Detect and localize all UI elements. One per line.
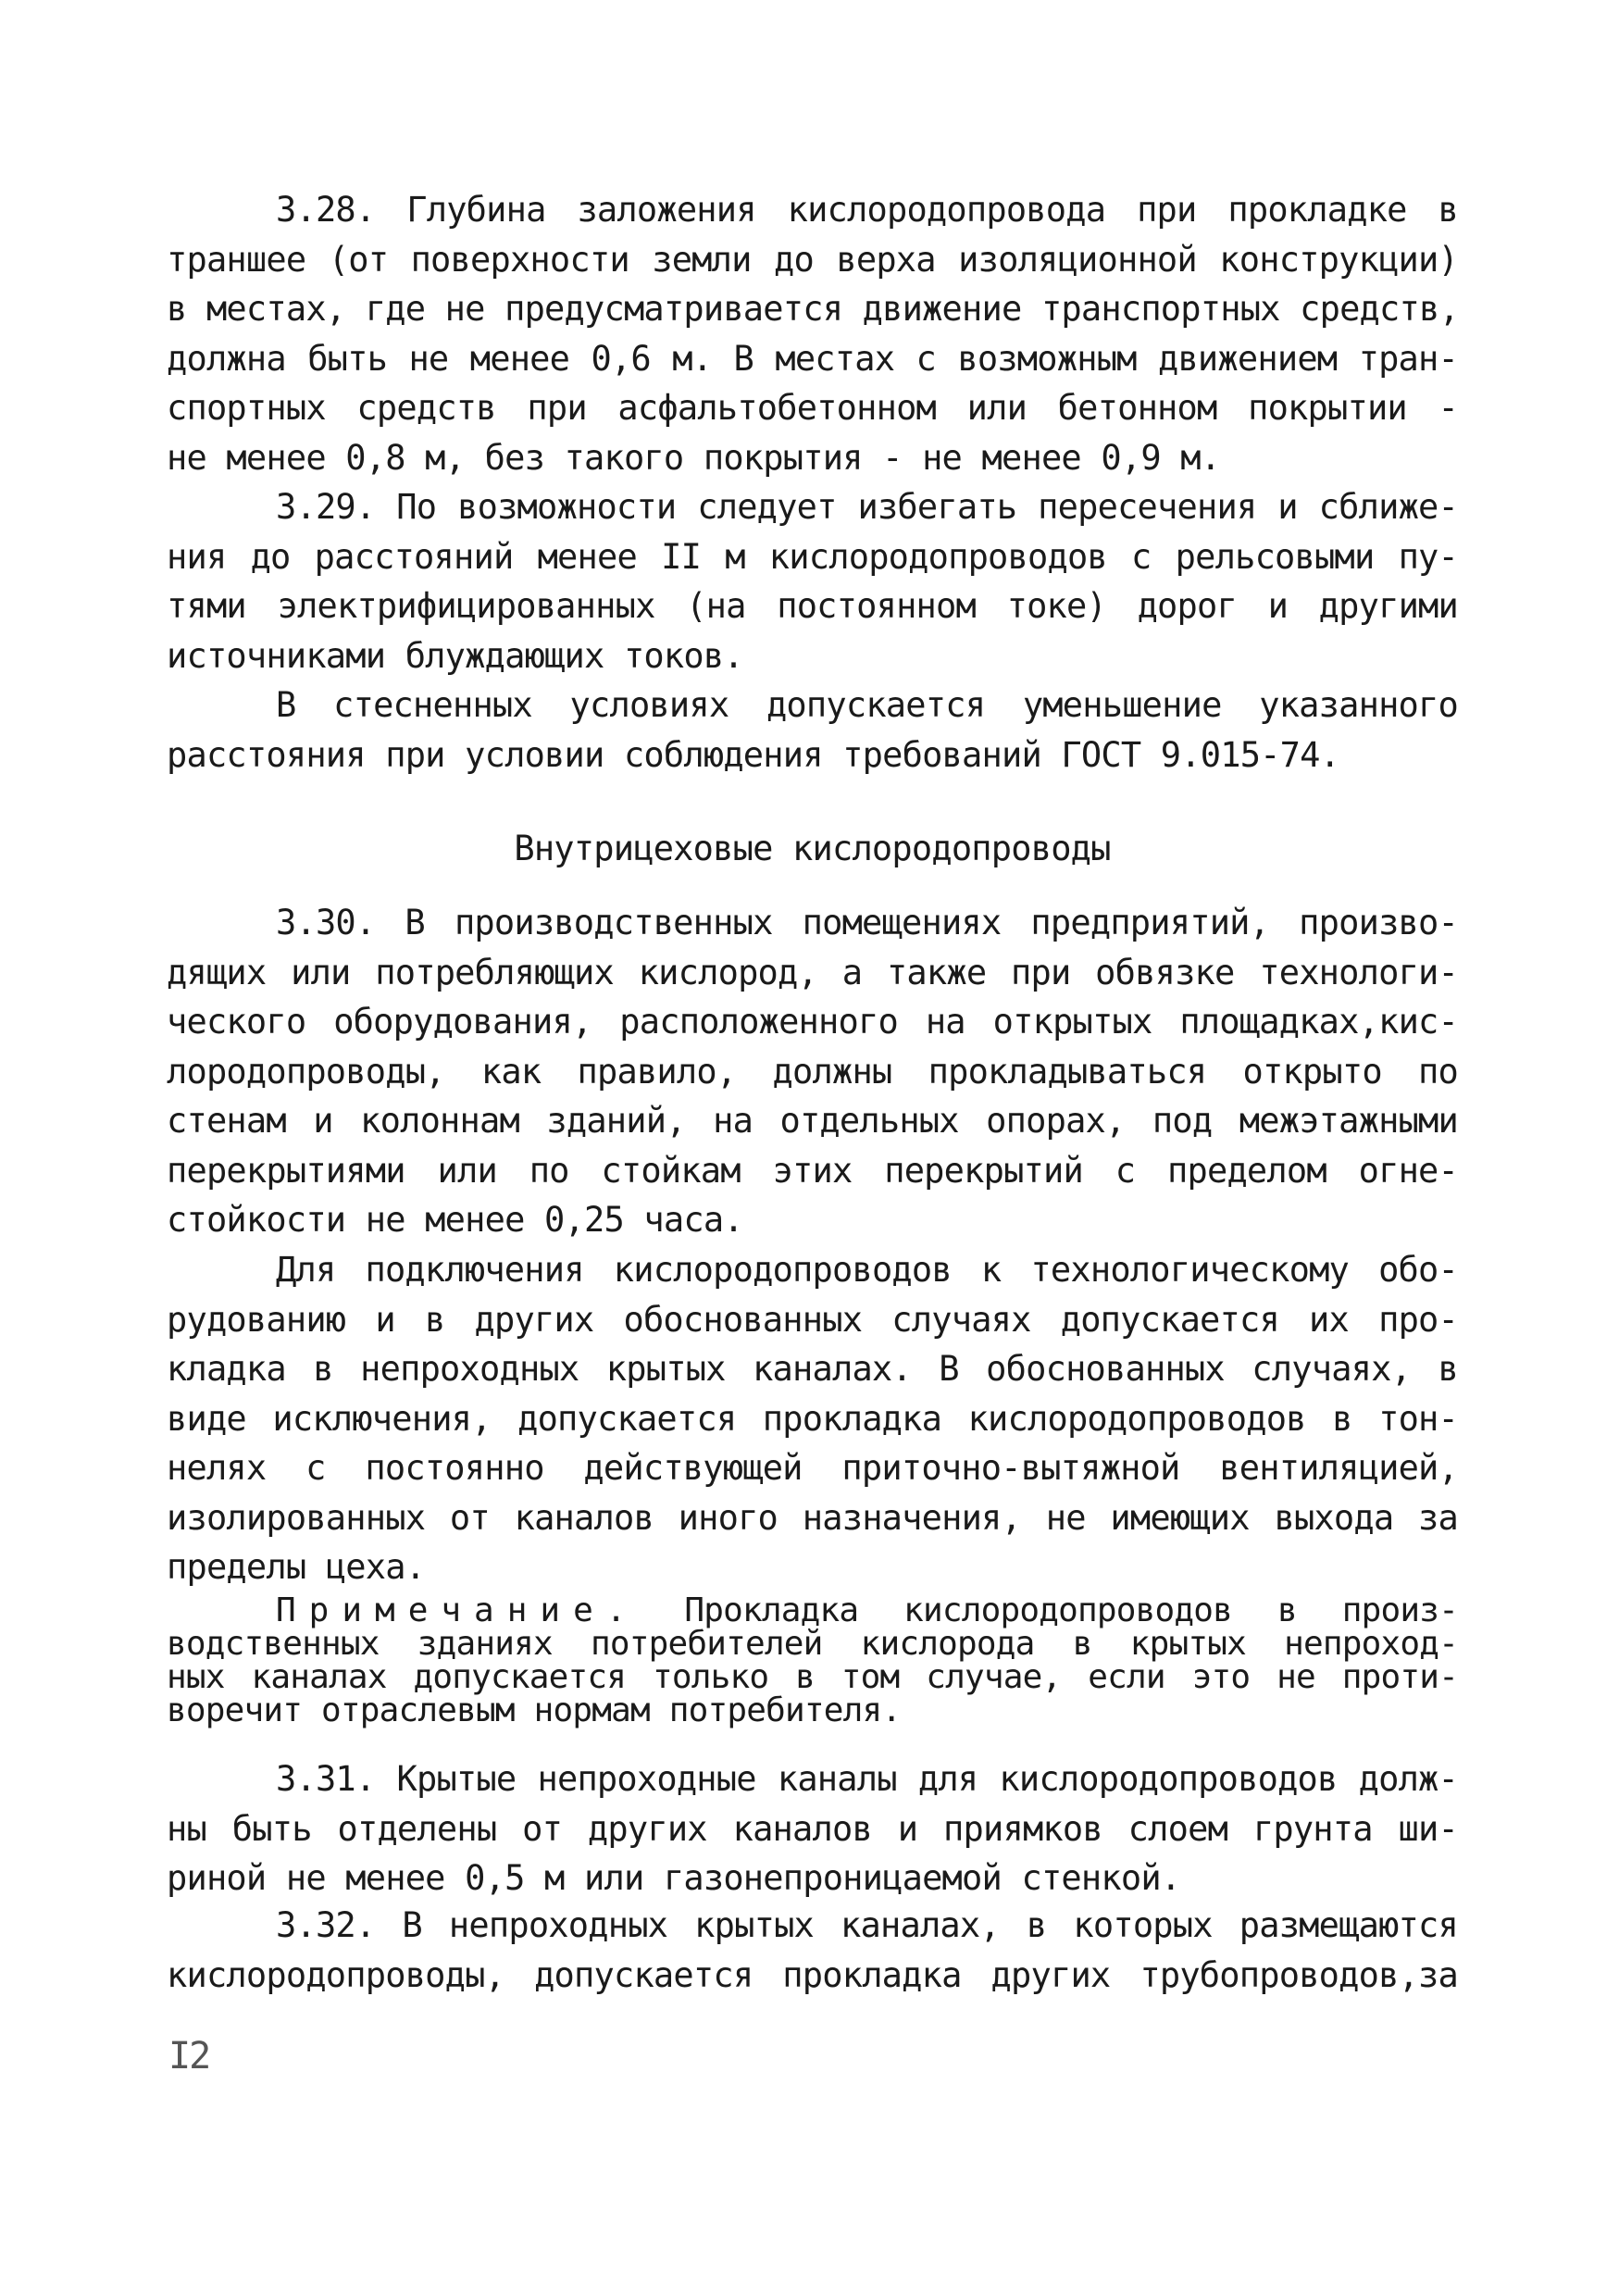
text-line: тями электрифицированных (на постоянном токе) дорог и другими [167,586,1458,626]
text-line: рудованию и в других обоснованных случаях допускается их про- [167,1299,1458,1340]
note-block [167,1591,1458,1729]
text-line: спортных средств при асфальтобетонном или бетонном покрытии - [167,388,1458,428]
text-line: Для подключения кислородопроводов к технологическому обо- [276,1250,1458,1290]
text-line: стенам и колоннам зданий, на отдельных опорах, под межэтажными [167,1101,1458,1141]
text-line: траншее (от поверхности земли до верха изоляционной конструкции) [167,239,1458,280]
paragraph-3-29-continued [167,680,1458,780]
text-line: дящих или потребляющих кислород, а также при обвязке технологи- [167,952,1458,992]
text-line: расстояния при условии соблюдения требований ГОСТ 9.015-74. [167,734,1340,775]
text-line: ческого оборудования, расположенного на открытых площадках,кис- [167,1002,1458,1042]
text-line: кладка в непроходных крытых каналах. В обоснованных случаях, в [167,1349,1458,1389]
text-line: риной не менее 0,5 м или газонепроницаемой стенкой. [167,1858,1181,1898]
text-line: источниками блуждающих токов. [167,635,743,676]
paragraph-3-30 [167,898,1458,1245]
text-line: 3.32. В непроходных крытых каналах, в которых размещаются [276,1905,1458,1945]
paragraph-3-32 [167,1901,1458,2000]
text-line: лородопроводы, как правило, должны прокладываться открыто по [167,1051,1458,1092]
text-line: водственных зданиях потребителей кислорода в крытых непроход- [167,1625,1458,1663]
note-first-text: Прокладка кислородопроводов в произ- [684,1591,1458,1629]
text-line: не менее 0,8 м, без такого покрытия - не менее 0,9 м. [167,437,1221,478]
text-line: ния до расстояний менее II м кислородопроводов с рельсовыми пу- [167,536,1458,577]
section-subheading [167,824,1458,874]
paragraph-3-28 [167,185,1458,482]
text-line: 3.31. Крытые непроходные каналы для кислородопроводов долж- [276,1759,1458,1799]
text-line: 3.28. Глубина заложения кислородопровода при прокладке в [276,190,1458,230]
text-line: изолированных от каналов иного назначения, не имеющих выхода за [167,1497,1458,1538]
text-line: в местах, где не предусматривается движение транспортных средств, [167,289,1459,329]
text-line: перекрытиями или по стойкам этих перекрытий с пределом огне- [167,1150,1458,1191]
text-line: пределы цеха. [167,1547,426,1587]
page-number: I2 [168,2035,210,2078]
text-line: воречит отраслевым нормам потребителя. [167,1691,902,1729]
text-line: ны быть отделены от других каналов и приямков слоем грунта ши- [167,1808,1458,1849]
text-line: 3.30. В производственных помещениях предприятий, произво- [276,903,1458,942]
text-line: ных каналах допускается только в том случае, если это не проти- [167,1658,1458,1696]
paragraph-3-31 [167,1754,1458,1903]
subheading-text: Внутрицеховые кислородопроводы [514,829,1111,868]
text-line: 3.29. По возможности следует избегать пересечения и сближе- [276,487,1458,527]
text-line: должна быть не менее 0,6 м. В местах с возможным движением тран- [167,338,1458,379]
note-label: Примечание. [276,1591,640,1629]
paragraph-3-30-continued [167,1245,1458,1592]
text-line: В стесненных условиях допускается уменьшение указанного [276,685,1458,725]
text-line: нелях с постоянно действующей приточно-вытяжной вентиляцией, [167,1448,1458,1488]
note-first-line [167,1591,1458,1629]
text-line: кислородопроводы, допускается прокладка других трубопроводов,за [167,1954,1458,1995]
text-line: виде исключения, допускается прокладка кислородопроводов в тон- [167,1398,1458,1439]
text-line: стойкости не менее 0,25 часа. [167,1200,743,1240]
paragraph-3-29 [167,482,1458,680]
